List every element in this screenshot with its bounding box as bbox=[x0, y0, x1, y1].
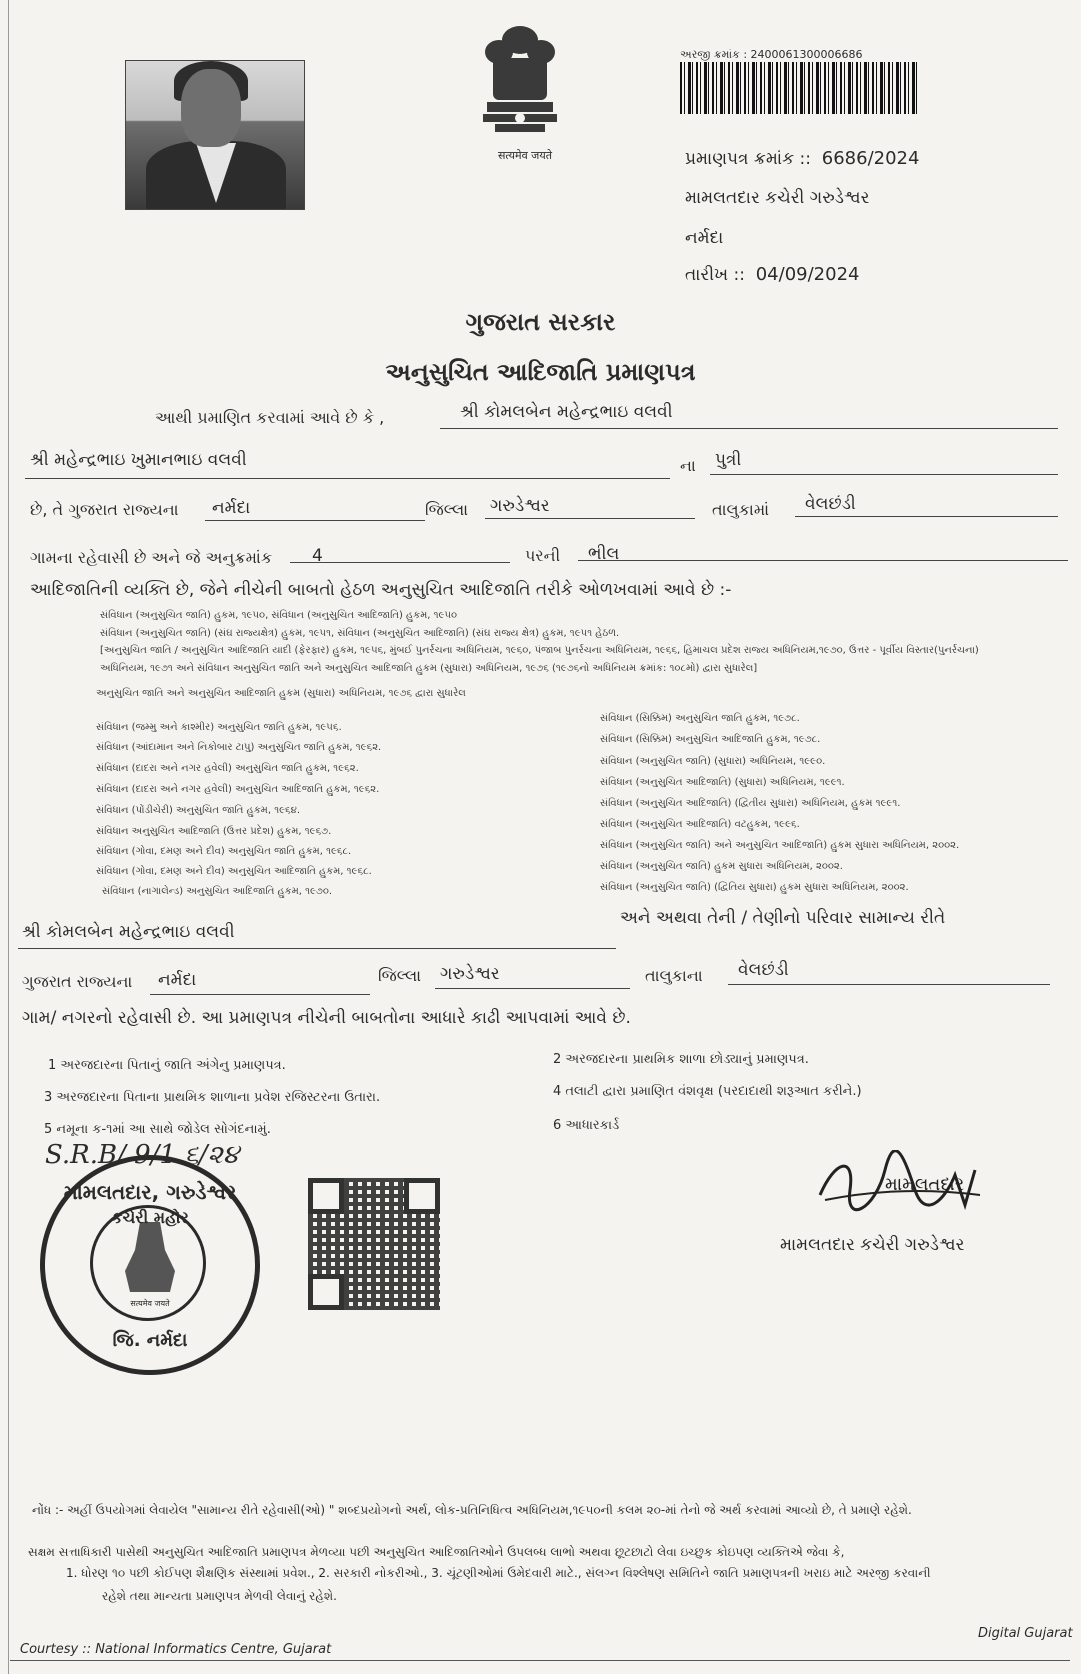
state-text-2: ગુજરાત રાજ્યના bbox=[22, 972, 133, 991]
footer-rule bbox=[10, 1660, 1070, 1661]
document-item: 5 નમૂના ક-૧માં આ સાથે જોડેલ સોગંદનામું. bbox=[44, 1122, 271, 1137]
certify-text: આથી પ્રમાણિત કરવામાં આવે છે કે , bbox=[155, 408, 385, 427]
order-line: [અનુસુચિત જાતિ / અનુસુચિત આદિજાતિ યાદી (ફેરફાર) હુકમ, ૧૯૫૬, મુંબઈ પુનર્રચના અધિનિયમ, ૧૯૬૦, પંજાબ પુનર્રચના અધિનિયમ, ૧૯૬૬, હિમાચલ પ્રદેશ રાજ્ય અધિનિયમ,૧૯૭૦, ઉત્તર - પૂર્વીય વિસ્તાર(પુનર્રચના) bbox=[100, 645, 979, 656]
applicant-name: શ્રી કોમલબેન મહેન્દ્રભાઇ વલવી bbox=[460, 402, 673, 422]
office-name: મામલતદાર કચેરી ગરુડેશ્વર bbox=[685, 188, 870, 208]
document-item: 6 આધારકાર્ડ bbox=[553, 1118, 620, 1133]
signatory-office: મામલતદાર કચેરી ગરુડેશ્વર bbox=[780, 1235, 965, 1255]
order-line: સંવિધાન (અનુસુચિત જાતિ) (સંઘ રાજ્યક્ષેત્ર) હુકમ, ૧૯૫૧, સંવિધાન (અનુસુચિત આદિજાતિ) (સંઘ રાજ્ય ક્ષેત્ર) હુકમ, ૧૯૫૧ હેઠળ. bbox=[100, 628, 620, 639]
relation: પુત્રી bbox=[715, 450, 742, 470]
taluka-value: ગરુડેશ્વર bbox=[490, 496, 550, 516]
order-left: સંવિધાન અનુસુચિત આદિજાતિ (ઉત્તર પ્રદેશ) હુકમ, ૧૯૬૭. bbox=[96, 826, 332, 837]
document-item: 4 તલાટી દ્વારા પ્રમાણિત વંશવૃક્ષ (પરદાદાથી શરૂઆત કરીને.) bbox=[553, 1084, 862, 1099]
order-line: અનુસુચિત જાતિ અને અનુસુચિત આદિજાતિ હુકમ (સુધારા) અધિનિયમ, ૧૯૭૬ દ્વારા સુધારેલ bbox=[96, 688, 466, 699]
note-1: નોંધ :- અહીં ઉપયોગમાં લેવાયેલ "સામાન્ય રીતે રહેવાસી(ઓ) " શબ્દપ્રયોગનો અર્થ, લોક-પ્રતિનિધિત્વ અધિનિયમ,૧૯૫૦ની કલમ ૨૦-માં તેનો જે અર્થ કરવામાં આવ્યો છે, તે પ્રમાણે રહેશે. bbox=[32, 1503, 912, 1517]
emblem-motto: सत्यमेव जयते bbox=[497, 149, 552, 162]
district-value-2: નર્મદા bbox=[158, 970, 197, 990]
order-right: સંવિધાન (અનુસુચિત આદિજાતિ) (સુધારા) અધિનિયમ, ૧૯૯૧. bbox=[600, 777, 845, 788]
family-text: અને અથવા તેની / તેણીનો પરિવાર સામાન્ય રીતે bbox=[620, 908, 946, 928]
application-number: અરજી ક્રમાંક : 2400061300006686 bbox=[680, 48, 863, 61]
footer-courtesy: Courtesy :: National Informatics Centre, Gujarat bbox=[20, 1642, 332, 1657]
barcode bbox=[680, 62, 920, 114]
order-left: સંવિધાન (નાગાલેન્ડ) અનુસુચિત આદિજાતિ હુકમ, ૧૯૭૦. bbox=[102, 886, 333, 897]
note-4: રહેશે તથા માન્યતા પ્રમાણપત્ર મેળવી લેવાનું રહેશે. bbox=[102, 1589, 337, 1603]
order-left: સંવિધાન (ગોવા, દમણ અને દીવ) અનુસુચિત આદિજાતિ હુકમ, ૧૯૬૮. bbox=[96, 866, 372, 877]
order-line: અધિનિયમ, ૧૯૭૧ અને સંવિધાન અનુસુચિત જાતિ અને અનુસુચિત આદિજાતિ હુકમ (સુધારા) અધિનિયમ, ૧૯૭૬ (૧૯૭૬નો અધિનિયમ ક્રમાંક: ૧૦૮મો) દ્વારા સુધારેલ] bbox=[100, 663, 758, 674]
district-value: નર્મદા bbox=[212, 498, 251, 518]
footer-brand: Digital Gujarat bbox=[978, 1626, 1073, 1641]
document-item: 1 અરજદારના પિતાનું જાતિ અંગેનુ પ્રમાણપત્ર. bbox=[48, 1058, 286, 1073]
jilla-text-2: જિલ્લા bbox=[378, 966, 422, 985]
order-right: સંવિધાન (અનુસુચિત આદિજાતિ) (દ્વિતીય સુધારા) અધિનિયમ, હુકમ ૧૯૯૧. bbox=[600, 798, 901, 809]
note-2: સક્ષમ સત્તાધિકારી પાસેથી અનુસુચિત આદિજાતિ પ્રમાણપત્ર મેળવ્યા પછી અનુસુચિત આદિજાતિઓને ઉપલબ્ધ લાભો અથવા છૂટછાટો લેવા ઇચ્છુક કોઇપણ વ્યક્તિએ જેવા કે, bbox=[28, 1545, 845, 1559]
document-item: 3 અરજદારના પિતાના પ્રાથમિક શાળાના પ્રવેશ રજિસ્ટરના ઉતારા. bbox=[44, 1090, 381, 1105]
signature bbox=[815, 1150, 985, 1220]
order-line: સંવિધાન (અનુસુચિત જાતિ) હુકમ, ૧૯૫૦, સંવિધાન (અનુસુચિત આદિજાતિ) હુકમ, ૧૯૫૦ bbox=[100, 610, 458, 621]
order-left: સંવિધાન (પોંડીચેરી) અનુસુચિત જાતિ હુકમ, ૧૯૬૪. bbox=[96, 805, 301, 816]
state-text: છે, તે ગુજરાત રાજ્યના bbox=[30, 500, 179, 519]
certificate-number: પ્રમાણપત્ર ક્રમાંક :: 6686/2024 bbox=[685, 148, 920, 169]
order-right: સંવિધાન (સિક્કિમ) અનુસુચિત જાતિ હુકમ, ૧૯૭૮. bbox=[600, 713, 800, 724]
certificate-title: અનુસુચિત આદિજાતિ પ્રમાણપત્ર bbox=[385, 358, 696, 386]
tribe-name: ભીલ bbox=[588, 544, 620, 564]
government-title: ગુજરાત સરકાર bbox=[465, 308, 616, 336]
order-left: સંવિધાન (આંદામાન અને નિકોબાર ટાપુ) અનુસુચિત જાતિ હુકમ, ૧૯૬૨. bbox=[96, 742, 382, 753]
handwritten-reference: S.R.B/ 9/1 ૬/૨૪ bbox=[45, 1140, 239, 1170]
talukana-text: તાલુકાના bbox=[645, 966, 703, 985]
village-value: વેલછંડી bbox=[805, 494, 856, 514]
order-left: સંવિધાન (ગોવા, દમણ અને દીવ) અનુસુચિત જાતિ હુકમ, ૧૯૬૮. bbox=[96, 846, 352, 857]
order-right: સંવિધાન (સિક્કિમ) અનુસુચિત આદિજાતિ હુકમ, ૧૯૭૮. bbox=[600, 734, 821, 745]
order-right: સંવિધાન (અનુસુચિત જાતિ) અને અનુસુચિત આદિજાતિ) હુકમ સુધારા અધિનિયમ, ૨૦૦૨. bbox=[600, 840, 960, 851]
order-right: સંવિધાન (અનુસુચિત જાતિ) (સુધારા) અધિનિયમ, ૧૯૯૦. bbox=[600, 756, 826, 767]
order-left: સંવિધાન (જમ્મુ અને કાશ્મીર) અનુસુચિત જાતિ હુકમ, ૧૯૫૬. bbox=[96, 722, 342, 733]
basis-text: ગામ/ નગરનો રહેવાસી છે. આ પ્રમાણપત્ર નીચેની બાબતોના આધારે કાઢી આપવામાં આવે છે. bbox=[22, 1008, 631, 1028]
talukama-text: તાલુકામાં bbox=[712, 500, 770, 519]
qr-code bbox=[308, 1178, 440, 1310]
jilla-text: જિલ્લા bbox=[425, 500, 469, 519]
identification-text: આદિજાતિની વ્યક્તિ છે, જેને નીચેની બાબતો હેઠળ અનુસુચિત આદિજાતિ તરીકે ઓળખવામાં આવે છે :- bbox=[30, 580, 732, 600]
order-right: સંવિધાન (અનુસુચિત આદિજાતિ) વટહુકમ, ૧૯૯૬. bbox=[600, 819, 800, 830]
svg-text:મામલતદાર: મામલતદાર bbox=[885, 1174, 965, 1195]
order-left: સંવિધાન (દાદરા અને નગર હવેલી) અનુસુચિત આદિજાતિ હુકમ, ૧૯૬૨. bbox=[96, 784, 380, 795]
note-3: 1. ધોરણ ૧૦ પછી કોઈપણ શૈક્ષણિક સંસ્થામાં પ્રવેશ., 2. સરકારી નોકરીઓ., 3. ચૂંટણીઓમાં ઉમેદવારી માટે., સંલગ્ન વિશ્લેષણ સમિતિને જાતિ પ્રમાણપત્રની ખરાઇ માટે અરજી કરવાની bbox=[66, 1566, 931, 1580]
applicant-photo bbox=[125, 60, 305, 210]
taluka-value-2: ગરુડેશ્વર bbox=[440, 964, 500, 984]
village-value-2: વેલછંડી bbox=[738, 960, 789, 980]
issue-date: તારીખ :: 04/09/2024 bbox=[685, 264, 860, 285]
order-right: સંવિધાન (અનુસુચિત જાતિ) (દ્વિતિય સુધારા) હુકમ સુધારા અધિનિયમ, ૨૦૦૨. bbox=[600, 882, 909, 893]
page-edge bbox=[8, 0, 9, 1674]
document-item: 2 અરજદારના પ્રાથમિક શાળા છોડ્યાનું પ્રમાણપત્ર. bbox=[553, 1052, 809, 1067]
parni-text: પરની bbox=[525, 546, 561, 565]
father-name: શ્રી મહેન્દ્રભાઇ ખુમાનભાઇ વલવી bbox=[30, 450, 247, 470]
serial-number: 4 bbox=[312, 546, 323, 566]
resident-text: ગામના રહેવાસી છે અને જે અનુક્રમાંક bbox=[30, 548, 273, 567]
applicant-name-2: શ્રી કોમલબેન મહેન્દ્રભાઇ વલવી bbox=[22, 922, 235, 942]
official-seal: મામલતદાર, ગરુડેશ્વર કચેરી મહોર सत्यमेव जयते જિ. નર્મદા bbox=[40, 1155, 260, 1375]
na-text: ના bbox=[680, 456, 696, 475]
national-emblem-icon bbox=[475, 18, 565, 148]
office-district: નર્મદા bbox=[685, 228, 724, 248]
order-left: સંવિધાન (દાદરા અને નગર હવેલી) અનુસુચિત જાતિ હુકમ, ૧૯૬૨. bbox=[96, 763, 359, 774]
order-right: સંવિધાન (અનુસુચિત જાતિ) હુકમ સુધારા અધિનિયમ, ૨૦૦૨. bbox=[600, 861, 843, 872]
